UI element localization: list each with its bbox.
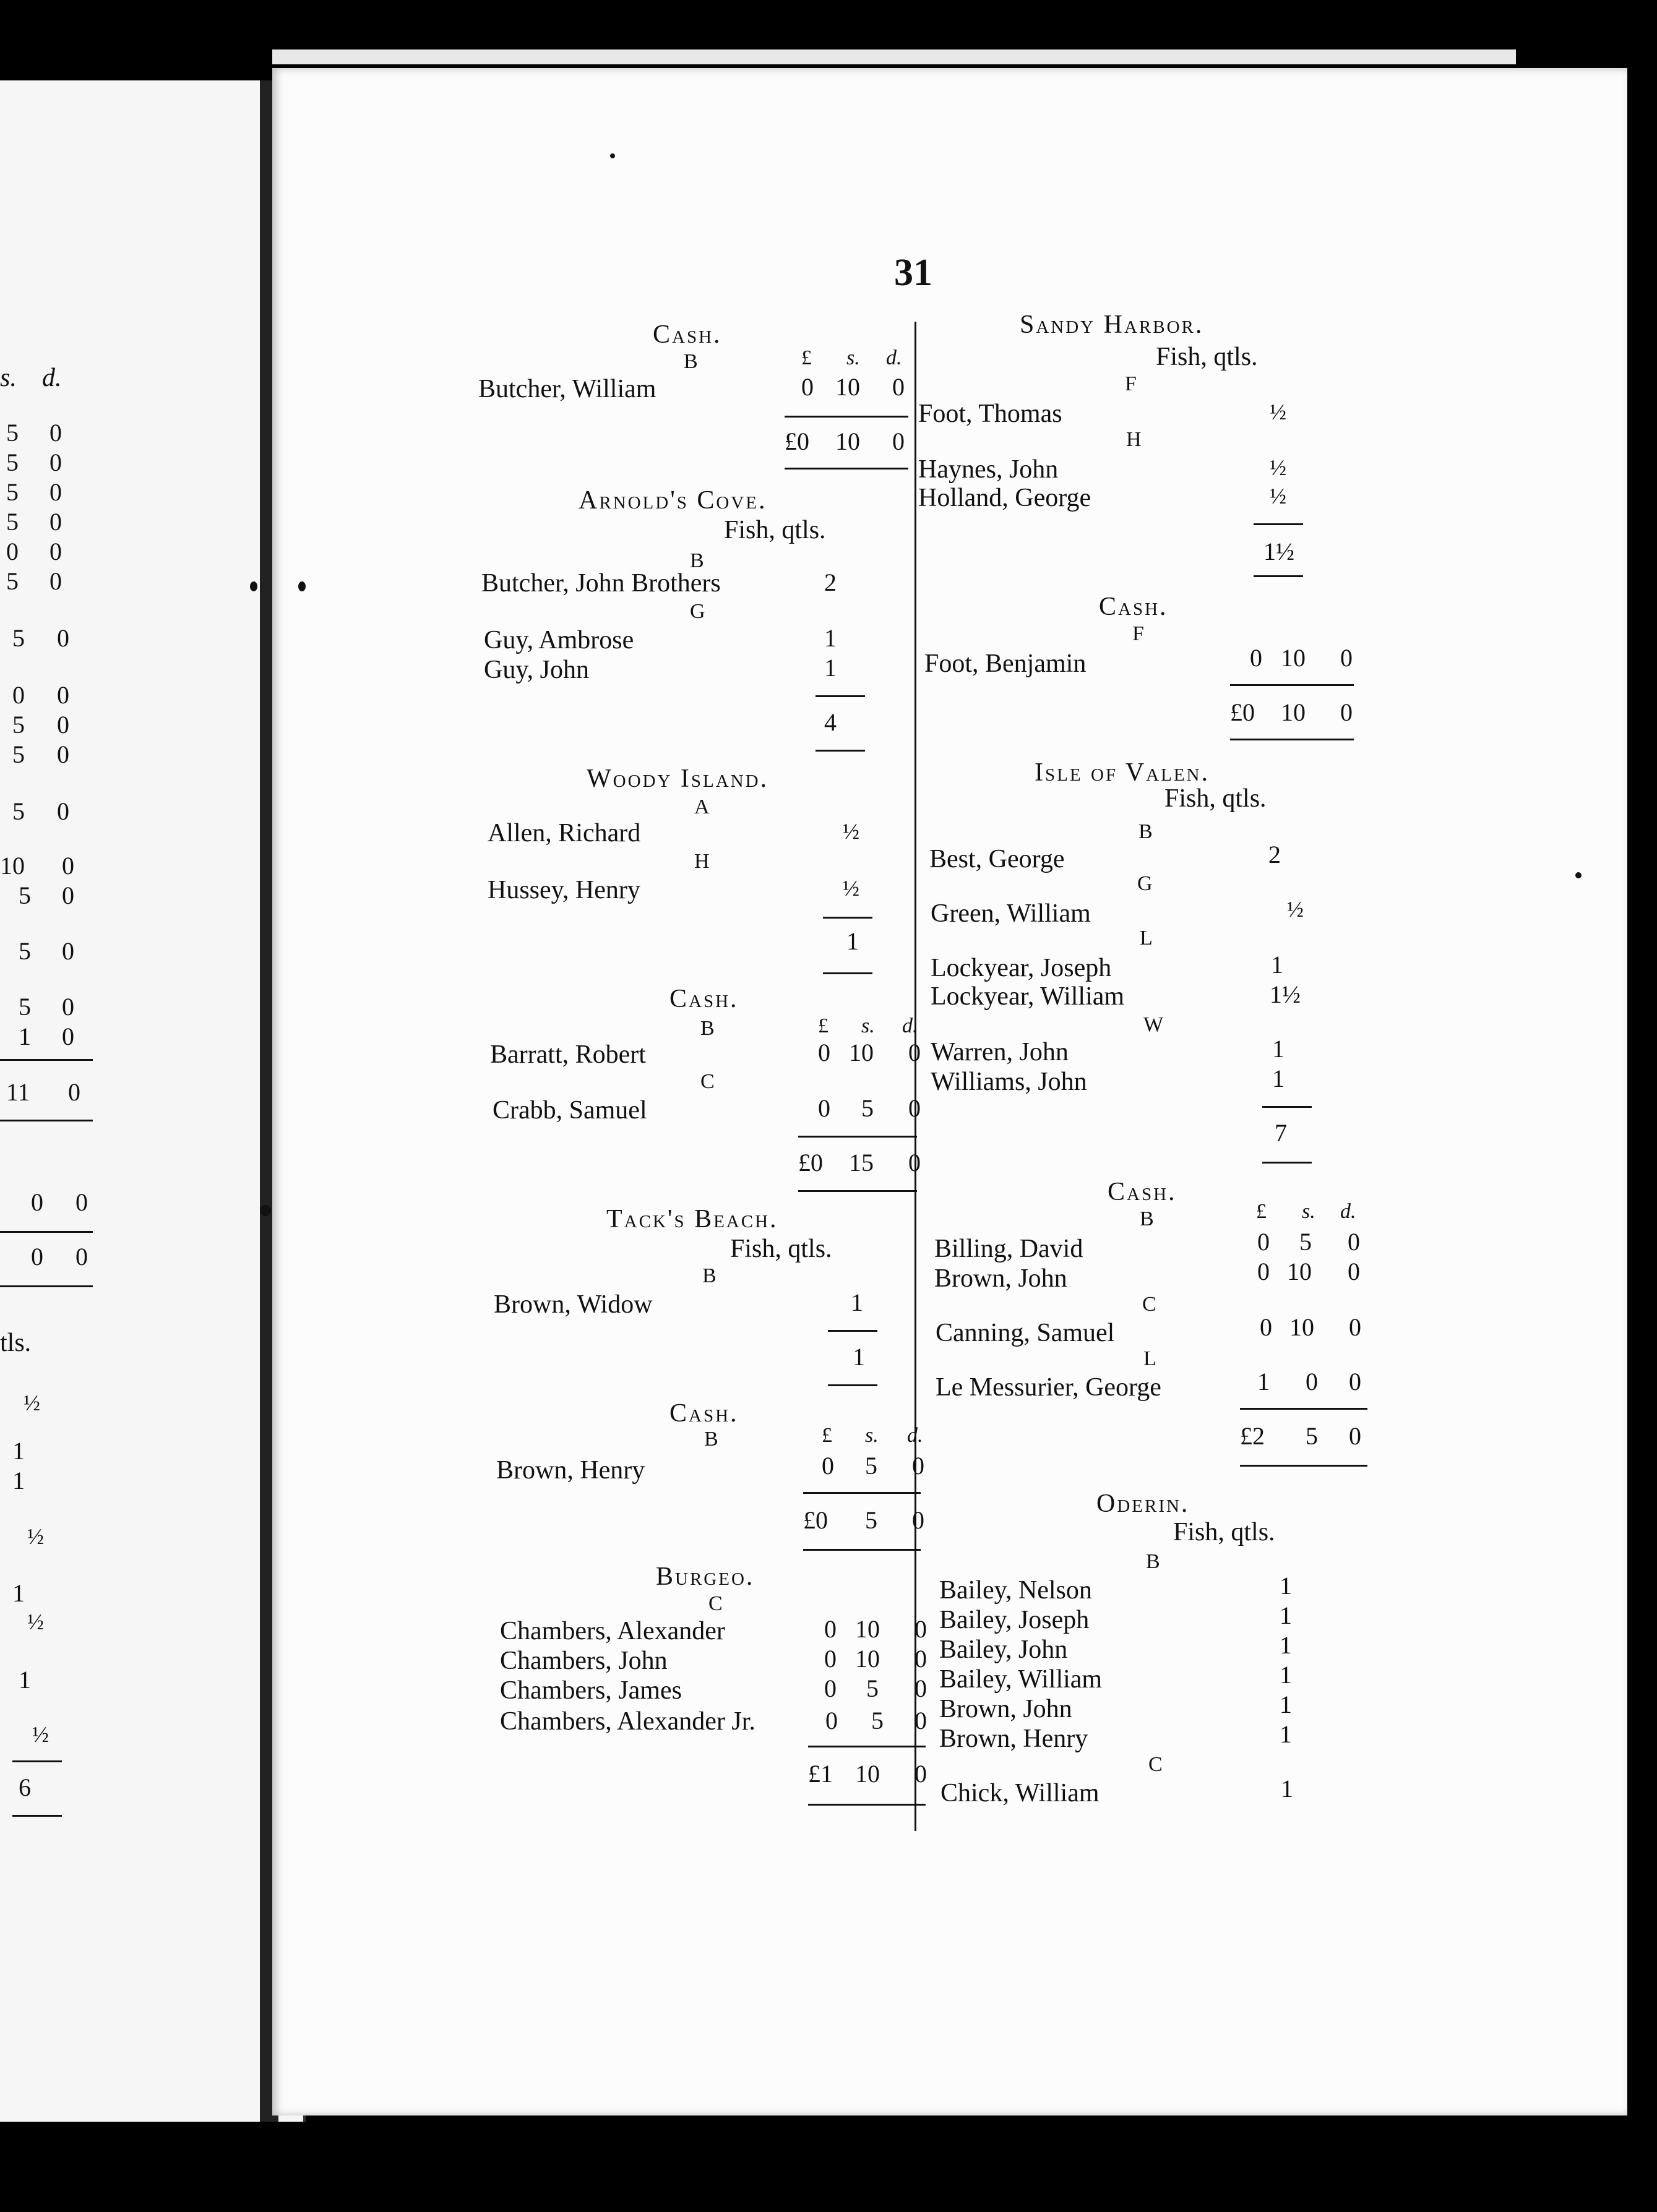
frag-qtl: 1 xyxy=(12,1579,25,1607)
rule xyxy=(0,1231,93,1233)
rule xyxy=(12,1815,62,1817)
pence: 0 xyxy=(912,1452,924,1480)
pence: 0 xyxy=(1348,1228,1360,1256)
qtls: 1½ xyxy=(1270,980,1301,1008)
shillings: 10 xyxy=(855,1645,880,1673)
frag-s: 5 xyxy=(12,711,25,739)
pounds: 0 xyxy=(824,1615,837,1643)
entry-name: Lockyear, William xyxy=(931,982,1125,1011)
frag-d: 0 xyxy=(49,478,62,506)
qtls: 1 xyxy=(1272,1035,1285,1063)
section-heading: Cash. xyxy=(1108,1178,1177,1206)
pence: 0 xyxy=(1348,1258,1360,1285)
col-pence: d. xyxy=(902,1014,918,1037)
frag-d: 0 xyxy=(75,1243,88,1271)
qtls: 1 xyxy=(1280,1661,1292,1689)
entry-name: Williams, John xyxy=(931,1068,1087,1096)
entry-name: Butcher, John Brothers xyxy=(481,569,721,598)
entry-name: Foot, Thomas xyxy=(918,400,1062,428)
qtls: 1 xyxy=(824,624,837,652)
total-pounds: £0 xyxy=(785,427,809,455)
pence: 0 xyxy=(908,1039,921,1066)
unit-label: Fish, qtls. xyxy=(1156,343,1258,371)
letter-marker: B xyxy=(704,1428,718,1451)
letter-marker: B xyxy=(1138,820,1153,843)
section-heading: Cash. xyxy=(653,320,722,349)
entry-name: Butcher, William xyxy=(478,375,656,403)
qtls: 1 xyxy=(1271,951,1283,979)
frag-s: 11 xyxy=(6,1078,30,1106)
section-heading: Burgeo. xyxy=(656,1563,755,1591)
frag-d: 0 xyxy=(57,740,69,768)
frag-d: 0 xyxy=(57,711,69,739)
qtls-total: 4 xyxy=(824,708,837,736)
frag-s: 5 xyxy=(19,993,31,1021)
total-pounds: £0 xyxy=(803,1506,828,1534)
rule xyxy=(0,1120,93,1121)
frag-qtls-label: tls. xyxy=(0,1329,32,1357)
letter-marker: B xyxy=(702,1264,717,1287)
rule xyxy=(828,1384,877,1386)
rule xyxy=(1262,1106,1312,1108)
pounds: 0 xyxy=(818,1094,830,1122)
frag-d: 0 xyxy=(57,797,69,825)
rule xyxy=(816,750,865,752)
letter-marker: B xyxy=(1146,1550,1160,1573)
frag-qtl: 6 xyxy=(19,1773,31,1801)
shillings: 10 xyxy=(1281,644,1306,672)
total-pence: 0 xyxy=(912,1506,924,1534)
letter-marker: L xyxy=(1143,1347,1156,1370)
letter-marker: B xyxy=(690,549,704,572)
letter-marker: L xyxy=(1140,927,1153,950)
qtls: ½ xyxy=(843,876,859,901)
unit-label: Fish, qtls. xyxy=(724,516,826,544)
rule xyxy=(803,1549,921,1551)
column-divider xyxy=(915,322,916,1831)
pence: 0 xyxy=(915,1615,927,1643)
total-shillings: 10 xyxy=(1281,698,1306,726)
frag-qtl: ½ xyxy=(27,1610,44,1634)
qtls: 2 xyxy=(1268,841,1281,868)
letter-marker: C xyxy=(1142,1293,1156,1316)
qtls: 1 xyxy=(1281,1775,1293,1803)
pence: 0 xyxy=(915,1707,927,1734)
pence: 0 xyxy=(1349,1313,1361,1341)
total-pence: 0 xyxy=(1349,1422,1361,1450)
ink-speck xyxy=(1575,872,1582,878)
pounds: 1 xyxy=(1257,1368,1270,1395)
ink-speck xyxy=(298,581,306,591)
frag-d: 0 xyxy=(49,567,62,595)
entry-name: Bailey, Joseph xyxy=(939,1606,1090,1634)
frag-s: 1 xyxy=(19,1022,31,1050)
shillings: 5 xyxy=(865,1452,877,1480)
letter-marker: G xyxy=(690,600,705,623)
entry-name: Haynes, John xyxy=(918,455,1059,484)
pounds: 0 xyxy=(1257,1228,1270,1256)
qtls: 1 xyxy=(1272,1065,1285,1092)
qtls: 1 xyxy=(1280,1631,1292,1659)
frag-s: 5 xyxy=(12,797,25,825)
frag-qtl: ½ xyxy=(32,1722,49,1747)
qtls-total: 1 xyxy=(853,1343,865,1371)
entry-name: Le Messurier, George xyxy=(936,1373,1161,1402)
col-shillings: s. xyxy=(861,1014,875,1037)
pounds: 0 xyxy=(822,1452,834,1480)
entry-name: Brown, Widow xyxy=(494,1290,653,1319)
total-pence: 0 xyxy=(908,1149,921,1177)
frag-s: 5 xyxy=(19,937,31,965)
entry-name: Brown, Henry xyxy=(496,1456,645,1485)
shillings: 10 xyxy=(835,373,860,401)
col-shillings: s. xyxy=(1302,1200,1315,1223)
rule xyxy=(823,917,872,919)
pounds: 0 xyxy=(1250,644,1262,672)
entry-name: Canning, Samuel xyxy=(936,1319,1115,1347)
frag-s: 0 xyxy=(31,1188,43,1216)
shillings: 10 xyxy=(1287,1258,1312,1285)
rule xyxy=(828,1330,877,1332)
letter-marker: A xyxy=(694,795,710,818)
entry-name: Billing, David xyxy=(934,1235,1083,1263)
letter-marker: C xyxy=(1148,1753,1163,1776)
qtls-total: 7 xyxy=(1275,1119,1287,1147)
page-edge xyxy=(272,49,1516,64)
qtls: ½ xyxy=(1270,484,1286,508)
frag-qtl: ½ xyxy=(24,1391,40,1415)
frag-qtl: 1 xyxy=(19,1666,31,1694)
total-pounds: £2 xyxy=(1240,1422,1265,1450)
rule xyxy=(798,1136,917,1138)
entry-name: Holland, George xyxy=(918,484,1091,512)
rule xyxy=(808,1804,926,1806)
section-heading: Oderin. xyxy=(1096,1490,1190,1518)
rule xyxy=(1254,523,1303,525)
frag-d: 0 xyxy=(75,1188,88,1216)
section-heading: Isle of Valen. xyxy=(1035,758,1210,787)
qtls: 1 xyxy=(851,1288,863,1316)
entry-name: Chambers, Alexander xyxy=(500,1617,725,1645)
frag-d: 0 xyxy=(68,1078,80,1106)
qtls: ½ xyxy=(1270,455,1286,480)
section-heading: Cash. xyxy=(669,1399,739,1428)
letter-marker: G xyxy=(1137,872,1153,895)
section-heading: Cash. xyxy=(1099,593,1168,621)
entry-name: Chick, William xyxy=(940,1779,1100,1807)
col-pence: d. xyxy=(886,346,902,369)
qtls: 1 xyxy=(1280,1601,1292,1629)
entry-name: Lockyear, Joseph xyxy=(931,954,1112,982)
frag-d: 0 xyxy=(49,538,62,565)
frag-d: 0 xyxy=(57,681,69,709)
entry-name: Guy, Ambrose xyxy=(484,626,634,654)
frag-d: 0 xyxy=(62,852,74,880)
frag-d: 0 xyxy=(49,508,62,536)
qtls-total: 1½ xyxy=(1263,538,1294,565)
frag-qtl: ½ xyxy=(27,1524,44,1549)
entry-name: Green, William xyxy=(931,899,1091,928)
pounds: 0 xyxy=(825,1707,838,1734)
frag-d: 0 xyxy=(62,1022,74,1050)
total-pence: 0 xyxy=(915,1760,927,1788)
letter-marker: F xyxy=(1125,372,1137,395)
letter-marker: C xyxy=(700,1070,715,1093)
rule xyxy=(1254,575,1303,577)
total-shillings: 10 xyxy=(835,427,860,455)
shillings: 0 xyxy=(1306,1368,1318,1395)
frag-s: 5 xyxy=(6,448,19,476)
unit-label: Fish, qtls. xyxy=(1173,1518,1275,1546)
ink-speck xyxy=(260,1205,271,1216)
frag-qtl: 1 xyxy=(12,1467,25,1494)
qtls: 2 xyxy=(824,568,837,596)
qtls-total: 1 xyxy=(846,927,859,955)
entry-name: Hussey, Henry xyxy=(488,876,640,904)
frag-s: 5 xyxy=(6,567,19,595)
rule xyxy=(1262,1162,1312,1164)
letter-marker: F xyxy=(1132,622,1144,645)
total-shillings: 5 xyxy=(1306,1422,1318,1450)
letter-marker: H xyxy=(694,850,710,873)
frag-d: 0 xyxy=(57,624,69,652)
rule xyxy=(798,1190,917,1192)
col-pound: £ xyxy=(1256,1200,1267,1223)
pence: 0 xyxy=(1340,644,1353,672)
total-shillings: 15 xyxy=(849,1149,874,1177)
entry-name: Guy, John xyxy=(484,656,589,684)
col-pence: d. xyxy=(1340,1200,1356,1223)
frag-qtl: 1 xyxy=(12,1437,25,1465)
qtls: 1 xyxy=(1280,1691,1292,1718)
col-pence: d. xyxy=(907,1424,923,1447)
col-shillings: s. xyxy=(846,346,860,369)
entry-name: Brown, John xyxy=(934,1264,1067,1293)
shillings: 10 xyxy=(855,1615,880,1643)
page-number: 31 xyxy=(894,252,932,294)
qtls: 1 xyxy=(1280,1720,1292,1748)
frag-d: 0 xyxy=(62,993,74,1021)
frag-s: 5 xyxy=(6,419,19,447)
frag-d: 0 xyxy=(49,419,62,447)
entry-name: Bailey, John xyxy=(939,1635,1068,1664)
total-pence: 0 xyxy=(892,427,905,455)
rule xyxy=(1240,1408,1367,1410)
entry-name: Allen, Richard xyxy=(488,819,641,847)
qtls: ½ xyxy=(1270,400,1286,424)
letter-marker: B xyxy=(700,1017,715,1040)
pounds: 0 xyxy=(824,1674,837,1702)
rule xyxy=(12,1760,62,1762)
col-pound: £ xyxy=(818,1014,828,1037)
ink-speck xyxy=(250,581,257,591)
entry-name: Warren, John xyxy=(931,1038,1069,1066)
section-heading: Cash. xyxy=(669,985,739,1013)
qtls: 1 xyxy=(1280,1572,1292,1600)
ink-speck xyxy=(610,153,615,158)
section-heading: Woody Island. xyxy=(587,765,769,793)
frag-s: 0 xyxy=(12,681,25,709)
pence: 0 xyxy=(892,373,905,401)
total-pounds: £0 xyxy=(1230,698,1255,726)
section-heading: Arnold's Cove. xyxy=(579,486,767,515)
rule xyxy=(1230,684,1354,686)
entry-name: Chambers, James xyxy=(500,1676,682,1705)
shillings: 10 xyxy=(1289,1313,1314,1341)
total-pounds: £1 xyxy=(808,1760,833,1788)
frag-s: 0 xyxy=(6,538,19,565)
frag-s: 0 xyxy=(31,1243,43,1271)
entry-name: Brown, Henry xyxy=(939,1725,1088,1753)
section-heading: Tack's Beach. xyxy=(606,1205,778,1233)
pence: 0 xyxy=(908,1094,921,1122)
entry-name: Chambers, John xyxy=(500,1647,668,1675)
letter-marker: W xyxy=(1143,1013,1164,1036)
pounds: 0 xyxy=(1260,1313,1272,1341)
rule xyxy=(823,972,872,974)
col-head-s: s. xyxy=(0,364,17,392)
entry-name: Bailey, Nelson xyxy=(939,1576,1092,1605)
unit-label: Fish, qtls. xyxy=(730,1235,832,1263)
frag-s: 5 xyxy=(6,508,19,536)
pence: 0 xyxy=(1349,1368,1361,1395)
entry-name: Bailey, William xyxy=(939,1665,1103,1694)
frag-d: 0 xyxy=(62,937,74,965)
frag-s: 5 xyxy=(19,881,31,909)
pence: 0 xyxy=(915,1645,927,1673)
total-pounds: £0 xyxy=(798,1149,823,1177)
frag-d: 0 xyxy=(62,881,74,909)
entry-name: Foot, Benjamin xyxy=(924,649,1087,678)
letter-marker: C xyxy=(708,1592,723,1615)
qtls: ½ xyxy=(1287,897,1304,922)
rule xyxy=(0,1059,93,1061)
letter-marker: H xyxy=(1126,428,1142,451)
shillings: 10 xyxy=(849,1039,874,1066)
rule xyxy=(0,1285,93,1287)
pounds: 0 xyxy=(818,1039,830,1066)
entry-name: Brown, John xyxy=(939,1695,1072,1723)
col-shillings: s. xyxy=(865,1424,879,1447)
letter-marker: B xyxy=(1140,1207,1154,1230)
rule xyxy=(808,1746,926,1747)
shillings: 5 xyxy=(861,1094,874,1122)
qtls: ½ xyxy=(843,819,859,844)
unit-label: Fish, qtls. xyxy=(1164,784,1267,813)
entry-name: Best, George xyxy=(929,845,1065,873)
total-shillings: 5 xyxy=(865,1506,877,1534)
rule xyxy=(803,1492,921,1494)
frag-d: 0 xyxy=(49,448,62,476)
pounds: 0 xyxy=(824,1645,837,1673)
qtls: 1 xyxy=(824,654,837,682)
total-pence: 0 xyxy=(1340,698,1353,726)
frag-s: 5 xyxy=(12,624,25,652)
col-pound: £ xyxy=(801,346,812,369)
rule xyxy=(1240,1465,1367,1467)
rule xyxy=(785,468,908,469)
total-shillings: 10 xyxy=(855,1760,880,1788)
shillings: 5 xyxy=(1299,1228,1312,1256)
entry-name: Crabb, Samuel xyxy=(493,1096,647,1125)
frag-s: 5 xyxy=(12,740,25,768)
shillings: 5 xyxy=(866,1674,879,1702)
letter-marker: B xyxy=(684,350,698,373)
col-head-d: d. xyxy=(42,364,62,392)
rule xyxy=(1230,739,1354,740)
col-pound: £ xyxy=(822,1424,832,1447)
pounds: 0 xyxy=(1257,1258,1270,1285)
entry-name: Chambers, Alexander Jr. xyxy=(500,1707,755,1736)
rule xyxy=(785,416,908,418)
entry-name: Barratt, Robert xyxy=(490,1040,646,1069)
frag-s: 10 xyxy=(0,852,25,880)
rule xyxy=(816,695,865,697)
pence: 0 xyxy=(915,1674,927,1702)
pounds: 0 xyxy=(801,373,814,401)
shillings: 5 xyxy=(871,1707,884,1734)
frag-s: 5 xyxy=(6,478,19,506)
section-heading: Sandy Harbor. xyxy=(1020,311,1204,339)
